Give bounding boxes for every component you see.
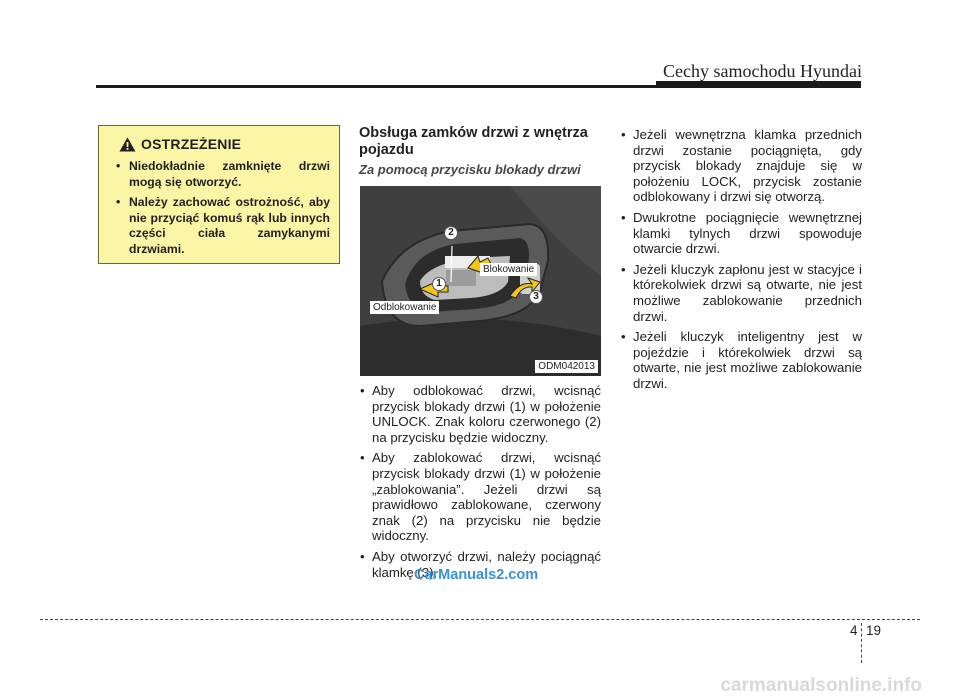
column2-list <box>359 383 601 585</box>
figure-num-2: 2 <box>444 226 458 240</box>
footer-rule <box>40 619 920 620</box>
warning-title-row <box>119 136 330 152</box>
warning-item: • Niedokładnie zamknięte drzwi mogą się otworzyć. <box>109 159 330 190</box>
chapter-number: 4 <box>850 623 858 638</box>
header-title: Cechy samochodu Hyundai <box>663 61 862 81</box>
figure-label-unlock: Odblokowanie <box>370 301 439 314</box>
list-item: • Jeżeli kluczyk zapłonu jest w stacyjce i którekolwiek drzwi są otwarte, nie jest możliwe zablokowanie przednich drzwi. <box>620 262 862 324</box>
list-item: • Aby otworzyć drzwi, należy pociągnąć klamkę (3). <box>359 549 601 580</box>
section-subtitle: Za pomocą przycisku blokady drzwi <box>359 162 581 177</box>
warning-triangle-icon <box>119 137 136 152</box>
column3-list <box>620 127 862 397</box>
header-rule-accent <box>656 81 861 88</box>
page-number: 19 <box>866 623 882 638</box>
warning-title: OSTRZEŻENIE <box>141 136 242 152</box>
door-handle-illustration <box>360 186 601 376</box>
figure-num-1: 1 <box>432 277 446 291</box>
door-lock-figure <box>360 186 601 376</box>
figure-label-lock: Blokowanie <box>480 263 537 276</box>
list-item: • Jeżeli kluczyk inteligentny jest w pojeździe i którekolwiek drzwi są otwarte, nie jest możliwe zablokowanie drzwi. <box>620 329 862 391</box>
list-item: • Dwukrotne pociągnięcie wewnętrznej klamki tylnych drzwi spowoduje otwarcie drzwi. <box>620 210 862 257</box>
section-title: Obsługa zamków drzwi z wnętrza pojazdu <box>359 125 588 158</box>
list-item: • Aby zablokować drzwi, wcisnąć przycisk blokady drzwi (1) w położenie „zablokowania”. Jeżeli drzwi są prawidłowo zablokowane, czerwony znak (2) na przycisku nie będzie widoczny. <box>359 450 601 544</box>
page-divider <box>861 623 862 663</box>
carmanuals-watermark-link[interactable]: CarManuals2.com <box>414 567 539 583</box>
warning-item: • Należy zachować ostrożność, aby nie przyciąć komuś rąk lub innych części ciała zamykanymi drzwiami. <box>109 195 330 257</box>
figure-num-3: 3 <box>529 290 543 304</box>
warning-list <box>109 159 330 257</box>
warning-box <box>98 125 340 264</box>
figure-code: ODM042013 <box>535 360 598 373</box>
site-watermark: carmanualsonline.info <box>720 675 922 696</box>
list-item: • Jeżeli wewnętrzna klamka przednich drzwi zostanie pociągnięta, gdy przycisk blokady znajduje się w położeniu LOCK, przycisk zostanie odblokowany i drzwi się otworzą. <box>620 127 862 205</box>
list-item: • Aby odblokować drzwi, wcisnąć przycisk blokady drzwi (1) w położenie UNLOCK. Znak koloru czerwonego (2) na przycisku będzie widoczny. <box>359 383 601 445</box>
